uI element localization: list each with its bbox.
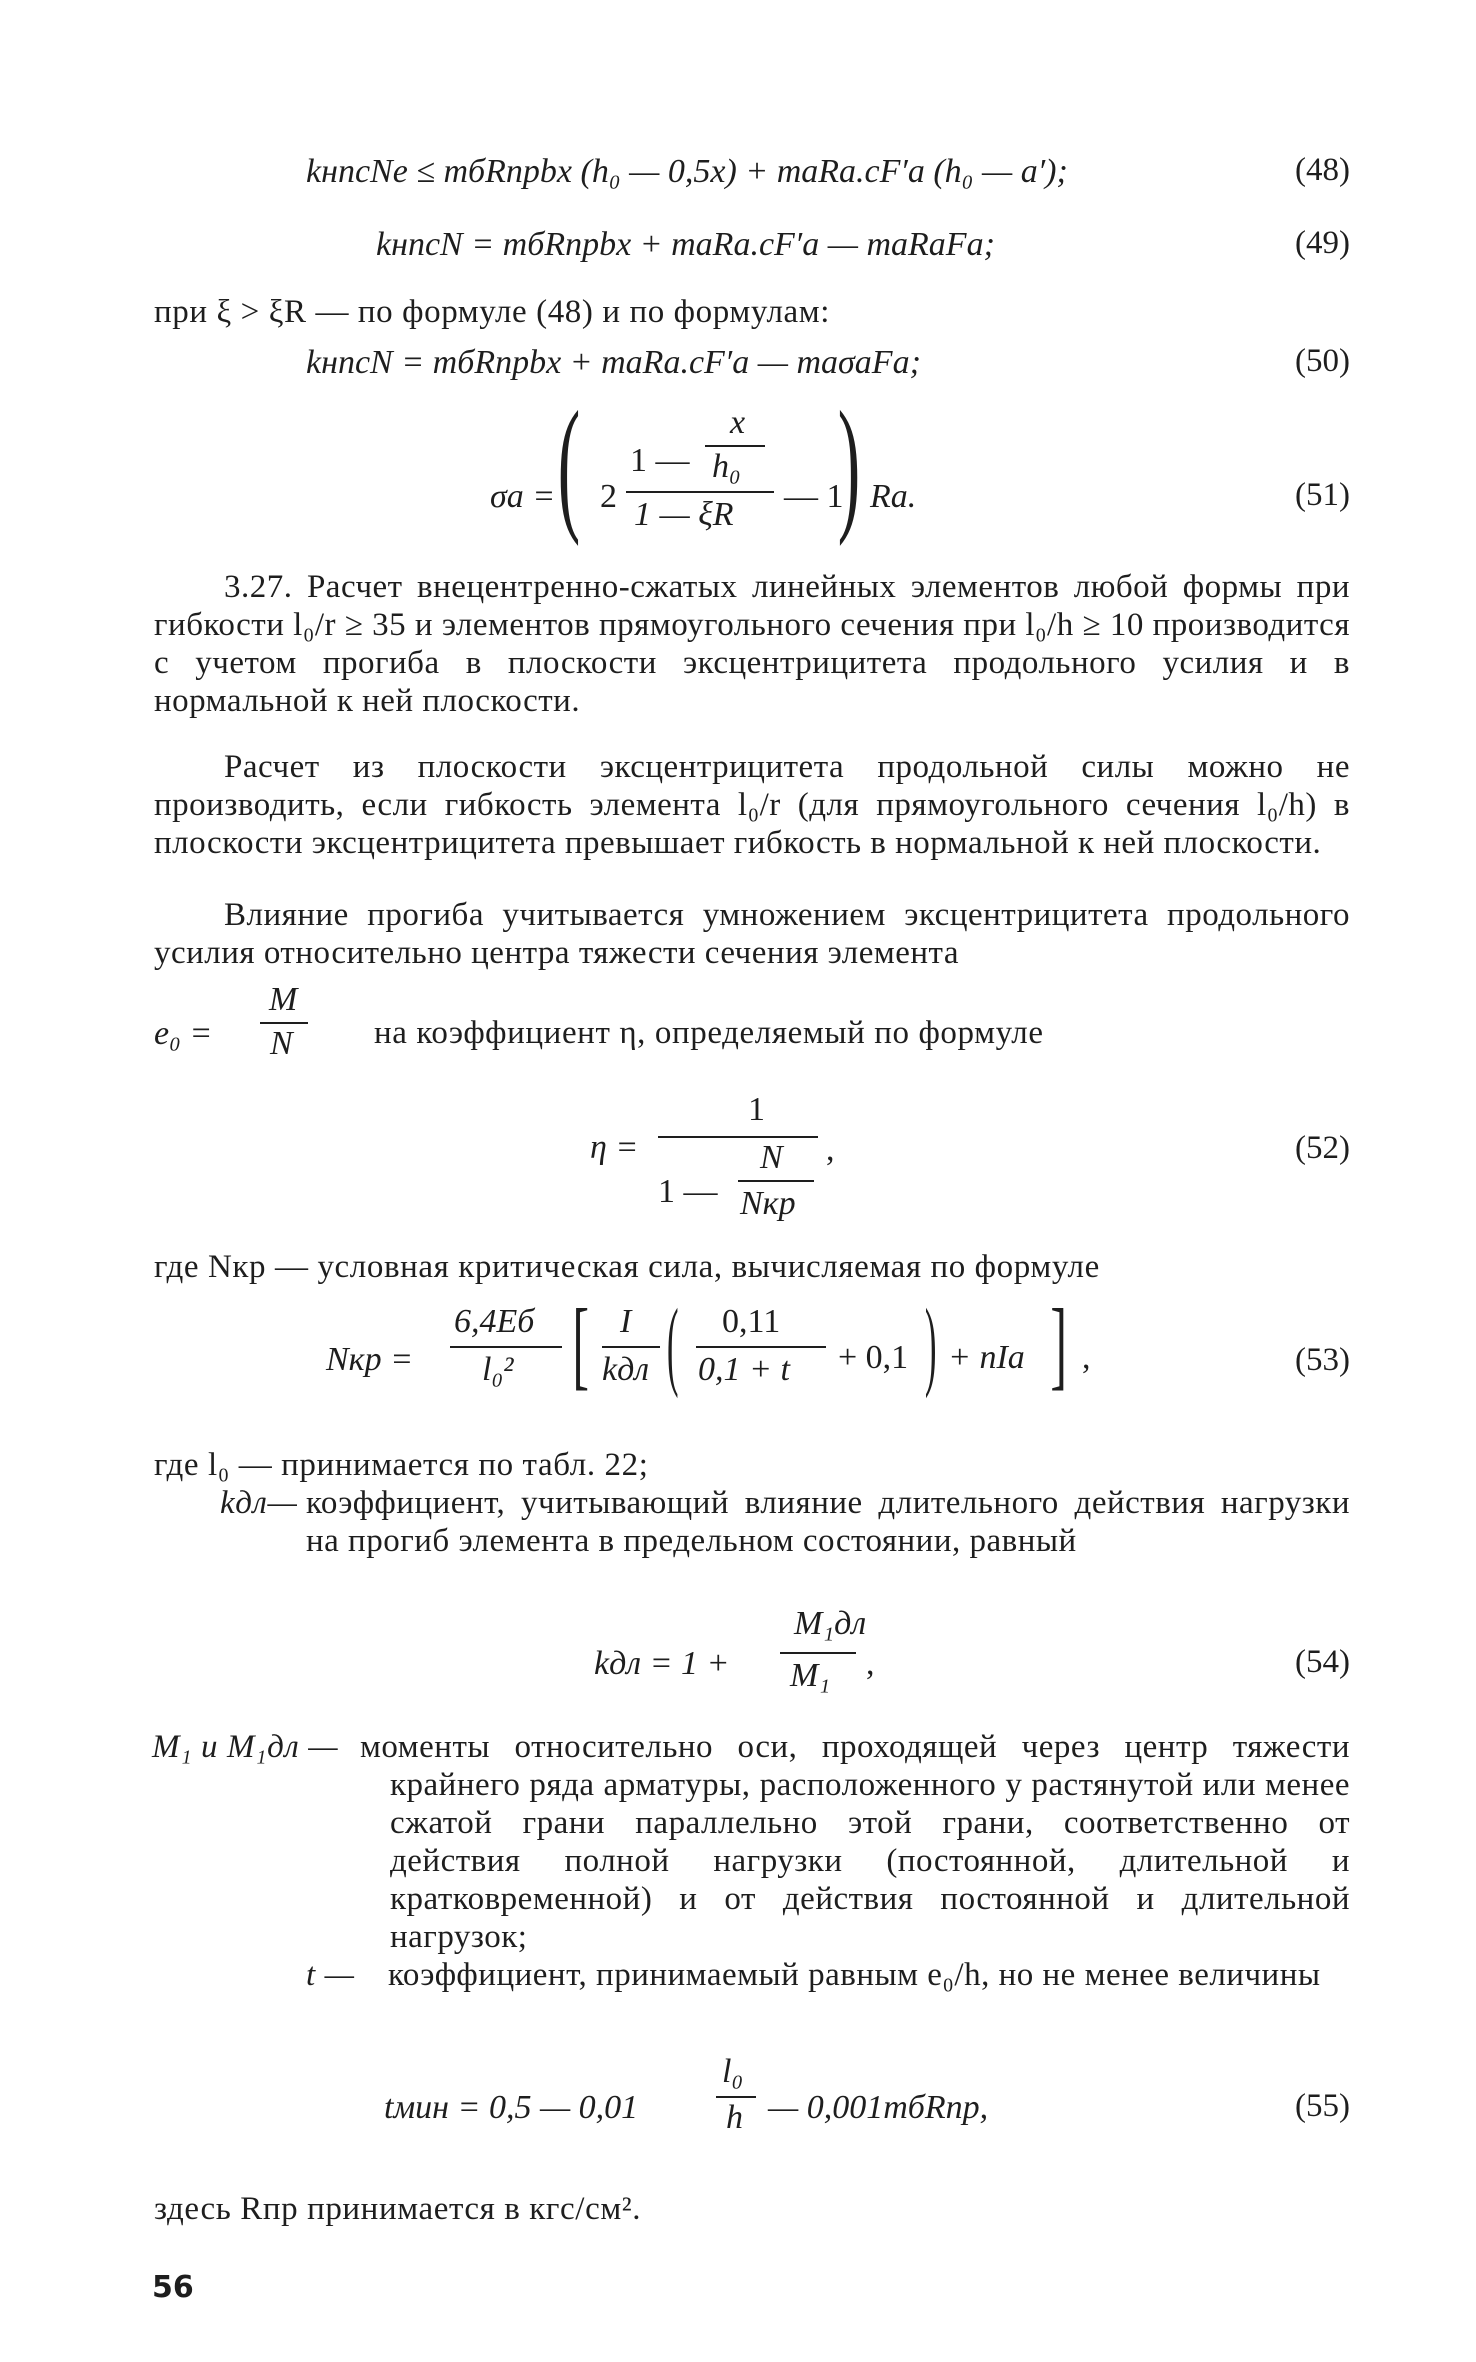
formula-53-lhs: Nкр = [326, 1341, 414, 1378]
t-desc: коэффициент, принимаемый равным e₀/h, но не менее величины [388, 1957, 1321, 1993]
formula-51-h0: h₀ [712, 448, 741, 485]
formula-51-ra: Rа. [870, 478, 917, 515]
e0-N: N [270, 1025, 293, 1062]
formula-52-N: N [760, 1139, 783, 1176]
formula-51-one-minus: 1 — [630, 442, 690, 479]
formula-51-x: x [730, 404, 746, 441]
formula-52 [590, 1090, 890, 1240]
formula-53 [326, 1288, 1146, 1420]
case-line: при ξ > ξR — по формуле (48) и по формулам: [154, 294, 831, 330]
formula-52-Nkr: Nкр [740, 1185, 796, 1222]
formula-51-two: 2 [600, 478, 617, 515]
formula-53-left-bracket: [ [572, 1288, 589, 1399]
t-label: t — [306, 1957, 355, 1993]
formula-55-l0: l₀ [722, 2053, 744, 2090]
formula-51-main-bar [626, 491, 774, 493]
page-number: 56 [152, 2270, 194, 2305]
formula-54-number: (54) [1295, 1644, 1350, 1680]
formula-54-den: M₁ [790, 1657, 831, 1694]
paragraph-3-27: 3.27. Расчет внецентренно-сжатых линейных элементов любой формы при гибкости l₀/r ≥ 35 и элементов прямоугольного сечения при l₀/h ≥ 10 производится с учетом прогиба в плоскости эксцентрицитета продольного усилия и в нормальной к ней плоскости. [154, 569, 1350, 719]
formula-55-h: h [726, 2099, 743, 2136]
formula-51-lhs: σа = [490, 478, 556, 515]
formula-53-bar-2 [602, 1346, 660, 1348]
formula-54-lhs: kдл = 1 + [594, 1645, 730, 1682]
formula-54-top: M₁дл [794, 1605, 867, 1642]
formula-50-number: (50) [1295, 343, 1350, 379]
formula-52-inner-bar [738, 1180, 814, 1182]
formula-49-number: (49) [1295, 225, 1350, 261]
formula-52-one-minus: 1 — [658, 1173, 718, 1210]
formula-53-right-paren: ) [924, 1288, 937, 1399]
formula-52-lhs: η = [590, 1129, 639, 1166]
formula-49: kнnсN = mбRпрbx + mаRа.сF′а — mаRаFа; [376, 226, 995, 263]
formula-53-01t: 0,1 + t [698, 1351, 790, 1388]
formula-53-plus: + 0,1 [838, 1339, 909, 1376]
m1-label: M₁ и M₁дл — [152, 1729, 339, 1765]
formula-53-kdl: kдл [602, 1351, 650, 1388]
formula-53-nIa: + nIа [948, 1339, 1025, 1376]
formula-53-den: l₀² [482, 1351, 514, 1388]
formula-54 [594, 1604, 894, 1714]
formula-55-lhs: tмин = 0,5 — 0,01 [384, 2089, 639, 2126]
formula-52-main-bar [658, 1136, 818, 1138]
formula-51-minus-one: — 1 [784, 478, 844, 515]
formula-52-number: (52) [1295, 1130, 1350, 1166]
formula-53-I: I [620, 1303, 632, 1340]
formula-53-bar-3 [696, 1346, 826, 1348]
formula-53-number: (53) [1295, 1342, 1350, 1378]
formula-52-one: 1 [748, 1091, 765, 1128]
formula-53-left-paren: ( [666, 1288, 679, 1399]
e0-text: на коэффициент η, определяемый по формуле [374, 1015, 1044, 1051]
formula-51-right-paren: ) [837, 381, 861, 547]
e0-line [154, 978, 1354, 1068]
paragraph-3: Влияние прогиба учитывается умножением эксцентрицитета продольного усилия относительно центра тяжести сечения элемента [154, 897, 1350, 971]
formula-53-011: 0,11 [722, 1303, 781, 1340]
formula-53-comma: , [1082, 1339, 1091, 1376]
formula-52-comma: , [826, 1131, 835, 1168]
where-l0: где l₀ — принимается по табл. 22; [154, 1447, 649, 1483]
kdl-desc: коэффициент, учитывающий влияние длительного действия нагрузки на прогиб элемента в предельном состоянии, равный [306, 1485, 1350, 1559]
formula-53-right-bracket: ] [1050, 1288, 1067, 1399]
formula-48: kнnсNe ≤ mбRпрbx (h₀ — 0,5x) + mаRа.сF′а (h₀ — a′); [306, 153, 1068, 190]
e0-lhs: e₀ = [154, 1015, 213, 1052]
paragraph-2: Расчет из плоскости эксцентрицитета продольной силы можно не производить, если гибкость элемента l₀/r (для прямоугольного сечения l₀/h) в плоскости эксцентрицитета превышает гибкость в нормальной к ней плоскости. [154, 749, 1350, 861]
formula-54-comma: , [866, 1645, 875, 1682]
formula-51-left-paren: ( [557, 381, 581, 547]
where-nkr: где Nкр — условная критическая сила, вычисляемая по формуле [154, 1249, 1100, 1285]
final-line: здесь Rпр принимается в кгс/см². [154, 2191, 642, 2227]
kdl-label: kдл— [220, 1485, 298, 1521]
formula-53-top: 6,4Eб [454, 1303, 535, 1340]
formula-55-rest: — 0,001mбRпр, [768, 2089, 989, 2126]
m1-desc: моменты относительно оси, проходящей через центр тяжести крайнего ряда арматуры, расположенного у растянутой или менее сжатой грани параллельно этой грани, соответственно от действия полной нагрузки (постоянной, длительной и кратковременной) и от действия постоянной и длительной нагрузок; [360, 1729, 1350, 1955]
formula-50: kнnсN = mбRпрbx + mаRа.сF′а — mаσаFа; [306, 344, 921, 381]
formula-51-den: 1 — ξR [634, 496, 734, 533]
formula-55-number: (55) [1295, 2088, 1350, 2124]
e0-M: M [269, 981, 298, 1018]
formula-53-bar [450, 1346, 562, 1348]
formula-48-number: (48) [1295, 152, 1350, 188]
formula-55 [384, 2052, 1084, 2152]
formula-54-bar [780, 1652, 856, 1654]
formula-51-number: (51) [1295, 477, 1350, 513]
